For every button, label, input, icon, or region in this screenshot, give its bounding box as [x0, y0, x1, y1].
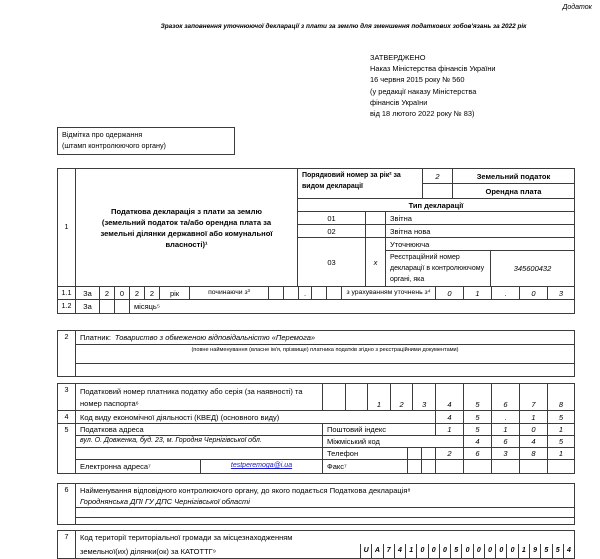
row-number-1-2: 1.2	[58, 300, 76, 313]
phone-digit-cell[interactable]: 6	[464, 448, 492, 460]
row-5	[58, 424, 574, 473]
section-7-katottg	[57, 530, 575, 559]
receipt-line1: Відмітка про одержання	[62, 130, 143, 139]
area-code-cell[interactable]: 5	[548, 436, 574, 448]
starting-month-cell[interactable]	[284, 287, 299, 300]
serial-number-value[interactable]: 2	[423, 169, 453, 184]
za-label: За	[76, 287, 100, 300]
sample-title: Зразок заповнення уточнюючої декларації з плати за землю для зменшення податкових зобов'язань за 2022 рік	[160, 23, 527, 30]
postal-digit-cell[interactable]: 1	[436, 424, 464, 436]
katottg-code-cell[interactable]: 0	[507, 544, 518, 558]
approved-line: фінансів України	[370, 97, 428, 107]
row-1-1	[58, 287, 574, 300]
katottg-code-cell[interactable]: 0	[429, 544, 440, 558]
phone-digit-cell[interactable]: 1	[548, 448, 574, 460]
updates-dot-cell: .	[492, 287, 520, 300]
fax-prefix-cell[interactable]	[408, 460, 422, 473]
payer-line[interactable]	[76, 331, 574, 345]
rik-label: рік	[160, 287, 190, 300]
approved-line: від 18 лютого 2022 року № 83)	[370, 109, 475, 119]
katottg-label-line2: земельної(их) ділянки(ок) за КАТОТТГ⁹	[80, 546, 216, 556]
za-label: За	[76, 300, 100, 313]
month-label: місяць⁵	[134, 302, 160, 311]
receipt-stamp-box	[57, 127, 235, 155]
phone-prefix-cell[interactable]	[408, 448, 422, 460]
type03-label: Уточнююча	[386, 238, 574, 251]
postal-digit-cell[interactable]: 1	[548, 424, 574, 436]
row-number-5: 5	[58, 424, 76, 473]
approved-line: Наказ Міністерства фінансів України	[370, 64, 496, 74]
row-number-4: 4	[58, 411, 76, 424]
katottg-code-cell[interactable]: A	[372, 544, 383, 558]
row-number-2: 2	[58, 331, 76, 376]
area-code-label: Міжміський код	[323, 436, 464, 448]
row-number-3: 3	[58, 384, 76, 411]
authority-value[interactable]: Городнянська ДПІ ГУ ДПС Чернігівської області	[76, 496, 574, 508]
postal-digit-cell[interactable]: 0	[520, 424, 548, 436]
phone-digit-cell[interactable]: 8	[520, 448, 548, 460]
phone-digit-cell[interactable]: 3	[492, 448, 520, 460]
appendix-note: Додаток	[562, 4, 592, 11]
starting-day-cell[interactable]	[312, 287, 327, 300]
katottg-code-cell[interactable]: 5	[553, 544, 564, 558]
katottg-code-cell[interactable]: 0	[474, 544, 485, 558]
payer-empty-line[interactable]	[76, 354, 574, 364]
reg-number-label: Реєстраційний номер декларації в контролюючому органі, яка	[386, 251, 491, 287]
approved-line: 16 червня 2015 року № 560	[370, 75, 465, 85]
email-label: Електронна адреса⁷	[76, 460, 201, 473]
area-code-cell[interactable]: 6	[492, 436, 520, 448]
updates-digit-cell[interactable]: 1	[464, 287, 492, 300]
type01-mark-cell[interactable]	[366, 212, 386, 225]
starting-from-label: починаючи з³	[190, 287, 269, 300]
katottg-label-line1: Код території територіальної громади за місцезнаходженням	[80, 533, 293, 542]
katottg-code-cell[interactable]: 5	[451, 544, 462, 558]
starting-month-cell[interactable]	[269, 287, 284, 300]
payer-name-value: Товариство з обмеженою відповідальністю «Перемога»	[114, 333, 316, 342]
tax-number-cell[interactable]: 7	[520, 384, 548, 411]
month-digit-cell[interactable]	[115, 300, 130, 313]
updates-digit-cell[interactable]: 0	[520, 287, 548, 300]
fax-digit-cell[interactable]	[436, 460, 464, 473]
updates-digit-cell[interactable]: 3	[548, 287, 574, 300]
reg-number-value[interactable]: 345600432	[491, 251, 574, 287]
kved-digit-cell[interactable]: 4	[436, 411, 464, 424]
including-updates-label: з урахуванням уточнень з⁴	[342, 287, 436, 300]
year-digit-cell[interactable]: 2	[130, 287, 145, 300]
tax-address-value[interactable]: вул. О. Довженка, буд. 23, м. Городня Чернігівської обл.	[76, 436, 323, 448]
year-digit-cell[interactable]: 2	[100, 287, 115, 300]
postal-index-label: Поштовий індекс	[323, 424, 436, 436]
fax-digit-cell[interactable]	[548, 460, 574, 473]
katottg-code-cell[interactable]: 4	[566, 546, 571, 554]
fax-label: Факс⁷	[323, 460, 408, 473]
payer-label: Платник:	[80, 333, 111, 342]
katottg-code-cell[interactable]: 0	[485, 544, 496, 558]
postal-digit-cell[interactable]: 1	[492, 424, 520, 436]
fax-digit-cell[interactable]	[520, 460, 548, 473]
updates-digit-cell[interactable]: 0	[436, 287, 464, 300]
tax-number-cell[interactable]: 3	[413, 384, 436, 411]
katottg-code-cell[interactable]: 0	[496, 544, 507, 558]
katottg-code-cell[interactable]: U	[361, 544, 372, 558]
katottg-code-boxes	[360, 544, 574, 558]
declaration-title: Податкова декларація з плати за землю (земельний податок та/або орендна плата за земельні ділянки державної або комунальної власності)¹	[76, 169, 298, 287]
area-code-cell[interactable]: 4	[520, 436, 548, 448]
katottg-code-cell[interactable]: 1	[519, 544, 530, 558]
row-4	[58, 411, 574, 424]
type02-code: 02	[298, 225, 366, 238]
fax-digit-cell[interactable]	[464, 460, 492, 473]
tax-number-cell[interactable]: 1	[368, 384, 391, 411]
katottg-code-cell[interactable]: 7	[384, 544, 395, 558]
section-2-payer	[57, 330, 575, 377]
year-digit-cell[interactable]: 0	[115, 287, 130, 300]
type01-label: Звітна	[386, 212, 574, 225]
type02-mark-cell[interactable]	[366, 225, 386, 238]
row-number-6: 6	[58, 484, 76, 524]
postal-digit-cell[interactable]: 5	[464, 424, 492, 436]
tax-number-cell[interactable]: 8	[548, 384, 574, 411]
katottg-code-cell[interactable]: 1	[406, 544, 417, 558]
approved-block	[370, 52, 496, 119]
tax-number-cell[interactable]: 6	[492, 384, 520, 411]
phone-prefix-cell[interactable]	[422, 448, 436, 460]
katottg-code-cell[interactable]: 9	[530, 544, 541, 558]
fax-prefix-cell[interactable]	[422, 460, 436, 473]
row-number-7: 7	[58, 531, 76, 558]
section-1	[57, 168, 575, 314]
katottg-code-cell[interactable]: 0	[417, 544, 428, 558]
dot-separator: .	[299, 287, 312, 300]
approved-line: (у редакції наказу Міністерства	[370, 86, 477, 96]
year-digit-cell[interactable]: 2	[145, 287, 160, 300]
katottg-code-cell[interactable]: 4	[395, 544, 406, 558]
email-value[interactable]: testperemoga@i.ua	[201, 460, 323, 473]
row-3	[58, 384, 574, 411]
katottg-code-cell[interactable]: 0	[440, 544, 451, 558]
rent-label: Орендна плата	[453, 184, 574, 199]
area-code-cell[interactable]: 4	[464, 436, 492, 448]
authority-label: Найменування відповідного контролюючого органу, до якого подається Податкова декларація⁸	[80, 485, 411, 495]
tax-number-cell[interactable]	[323, 384, 346, 411]
type03-mark-cell[interactable]: х	[366, 238, 386, 287]
type-header: Тип декларації	[298, 199, 574, 212]
row-number-1: 1	[58, 169, 76, 287]
kved-digit-cell[interactable]: 5	[464, 411, 492, 424]
kved-dot-cell: .	[492, 411, 520, 424]
tax-number-cell[interactable]: 5	[464, 384, 492, 411]
payer-caption: (повне найменування (власне ім'я, прізвище) платника податків згідно з реєстраційними документами)	[191, 347, 459, 353]
rent-mark-cell[interactable]	[423, 184, 453, 199]
fax-digit-cell[interactable]	[492, 460, 520, 473]
katottg-code-cell[interactable]: 5	[541, 544, 552, 558]
katottg-code-cell[interactable]: 0	[462, 544, 473, 558]
row-number-1-1: 1.1	[58, 287, 76, 300]
month-digit-cell[interactable]	[100, 300, 115, 313]
type01-code: 01	[298, 212, 366, 225]
starting-day-cell[interactable]	[327, 287, 342, 300]
sections-3-4-5	[57, 383, 575, 474]
row-1-2	[58, 300, 574, 313]
receipt-line2: (штамп контролюючого органу)	[62, 140, 166, 150]
approved-line: ЗАТВЕРДЖЕНО	[370, 53, 426, 62]
address-empty-line[interactable]	[76, 448, 323, 460]
serial-number-label: Порядковий номер за рік² за видом декларації	[298, 169, 423, 199]
type03-code: 03	[298, 238, 366, 287]
phone-label: Телефон	[323, 448, 408, 460]
kved-digit-cell[interactable]: 5	[548, 411, 574, 424]
tax-number-cell[interactable]	[346, 384, 369, 411]
type02-label: Звітна нова	[386, 225, 574, 238]
tax-number-label: Податковий номер платника податку або серія (за наявності) та номер паспорта⁶	[76, 384, 323, 411]
kved-digit-cell[interactable]: 1	[520, 411, 548, 424]
kved-label: Код виду економічної діяльності (КВЕД) (основного виду)	[76, 411, 436, 424]
authority-empty-line[interactable]	[76, 508, 574, 518]
tax-number-cell[interactable]: 4	[436, 384, 464, 411]
phone-digit-cell[interactable]: 2	[436, 448, 464, 460]
section-6-authority	[57, 483, 575, 525]
tax-address-label: Податкова адреса	[76, 424, 323, 436]
land-tax-label: Земельний податок	[453, 169, 574, 184]
tax-number-cell[interactable]: 2	[391, 384, 414, 411]
